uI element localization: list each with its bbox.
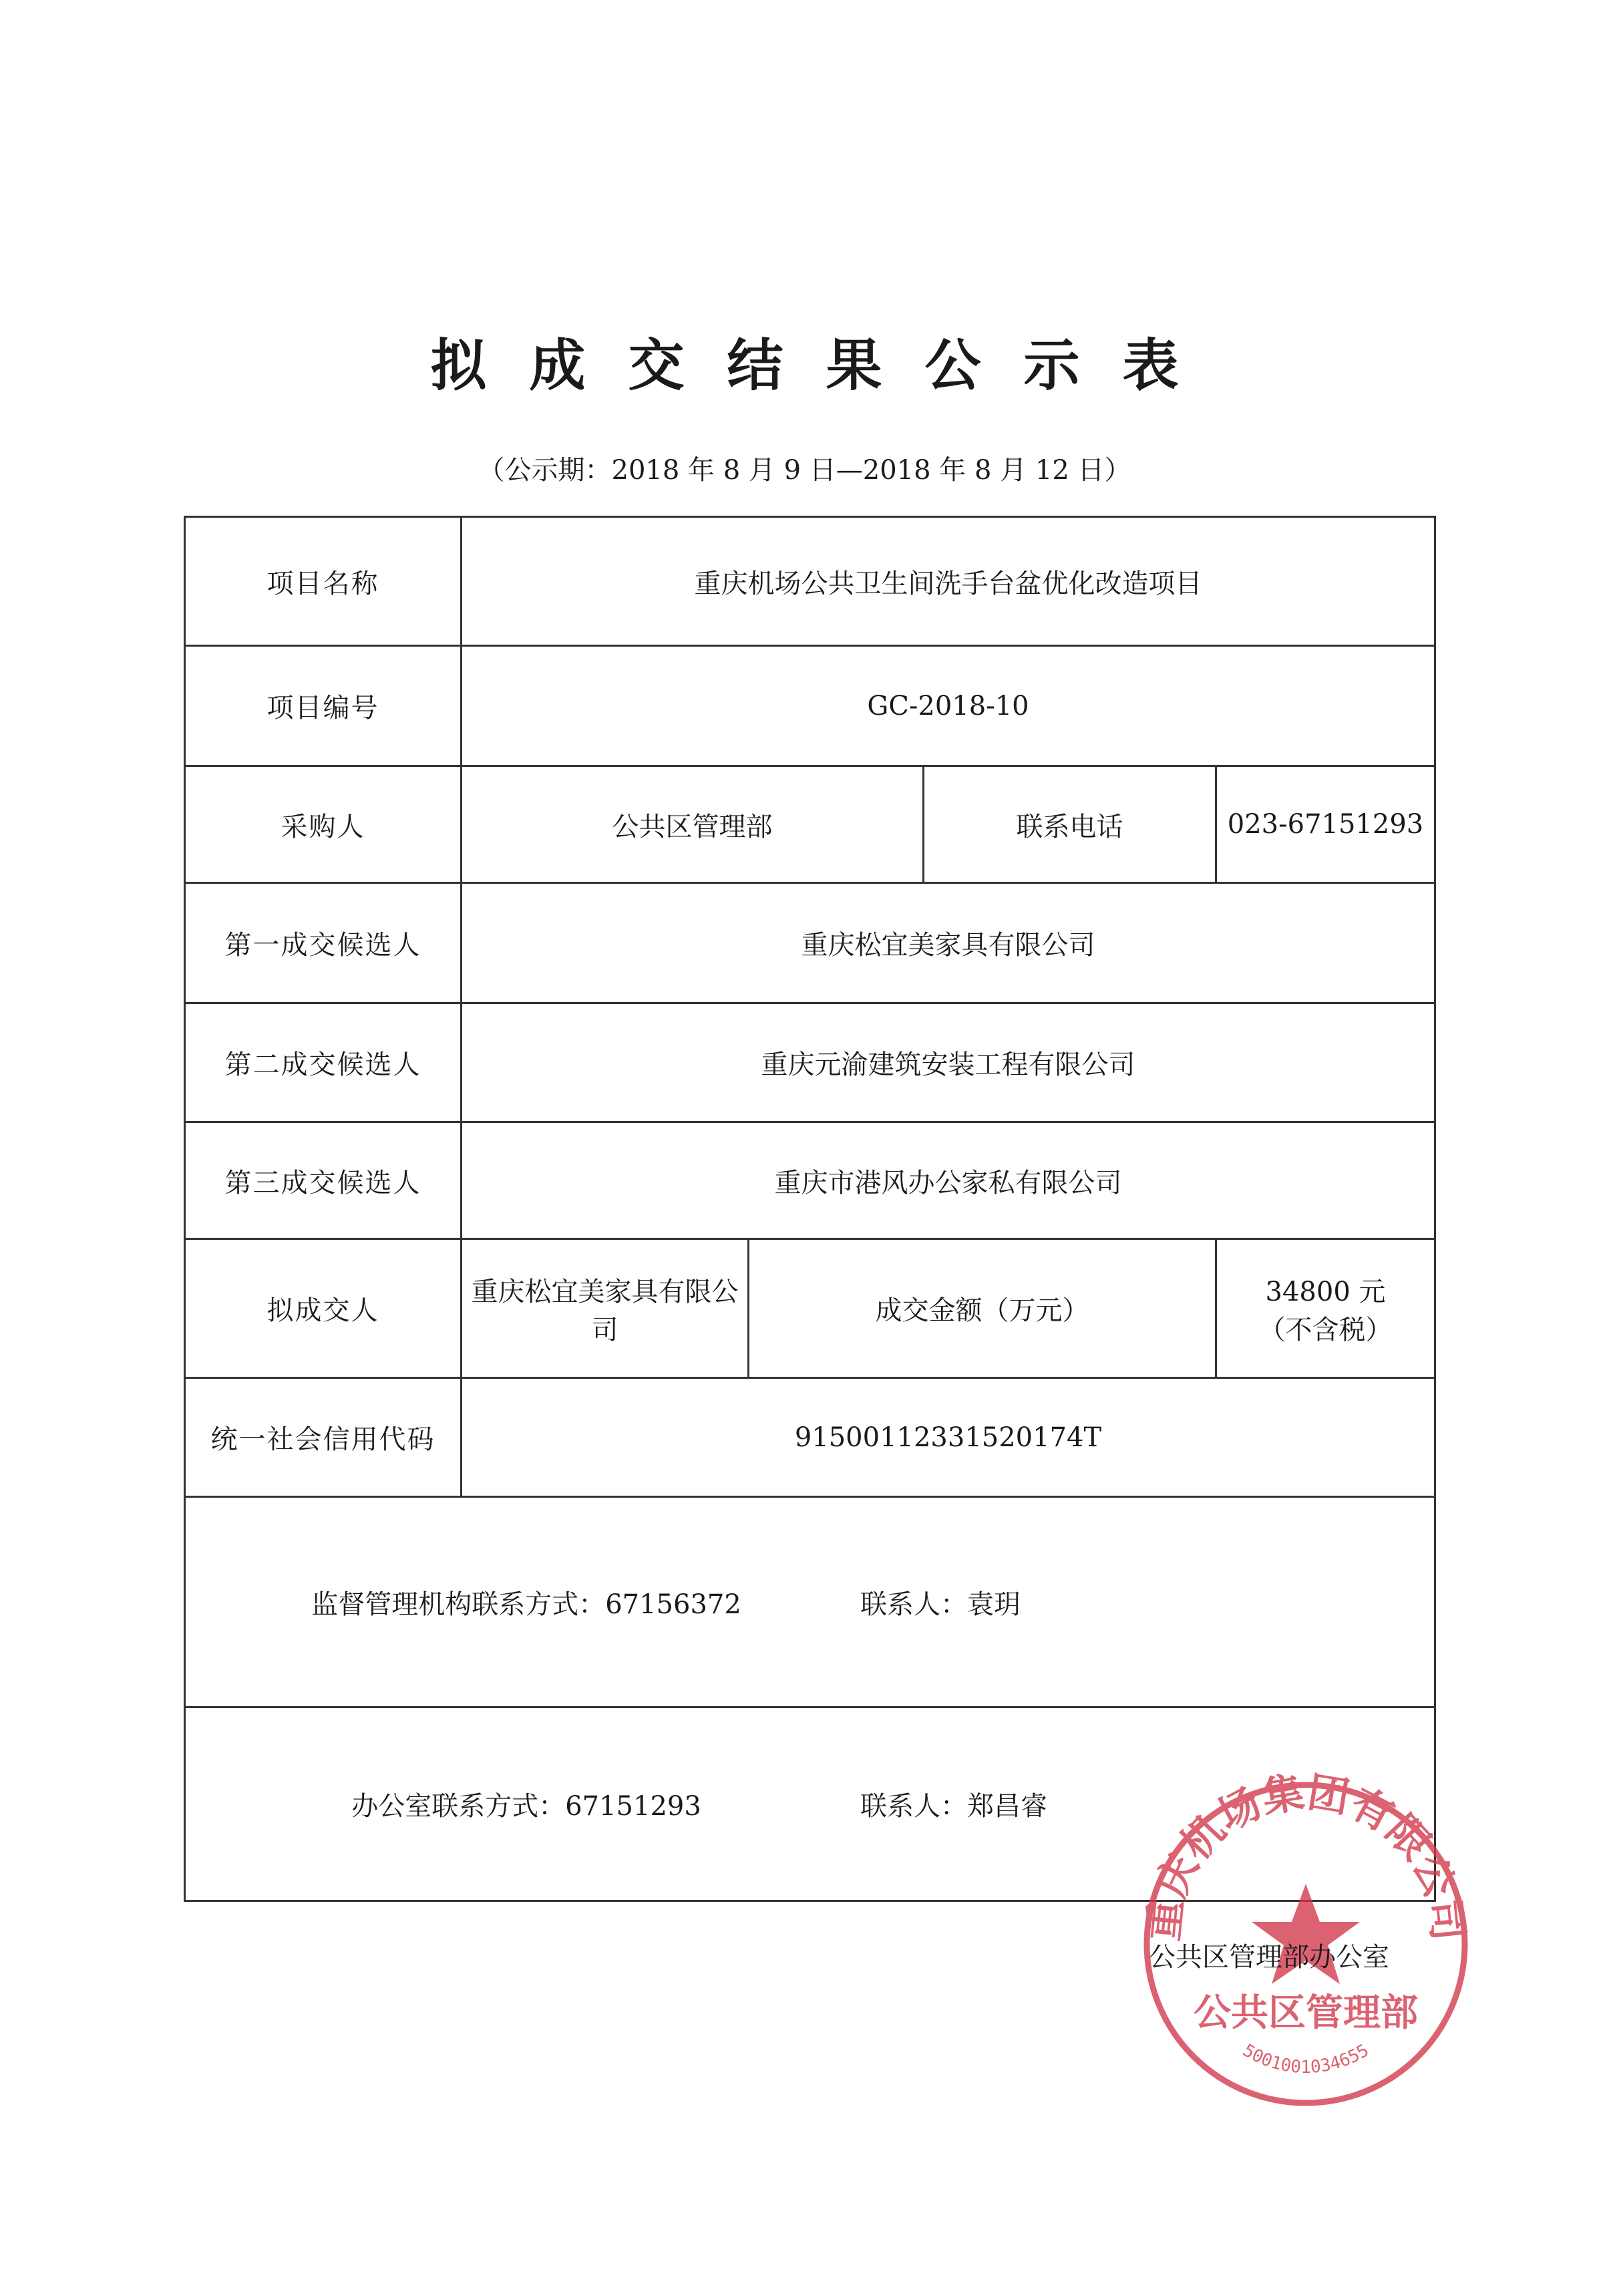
page-title: 拟成交结果公示表 <box>430 333 1222 398</box>
deal-label: 拟成交人 <box>185 1239 462 1378</box>
purchaser-label: 采购人 <box>185 766 462 883</box>
row-candidate-1 <box>185 883 1435 1003</box>
project-no-value: GC-2018-10 <box>462 646 1435 766</box>
signatory: 公共区管理部办公室 <box>1149 1942 1389 1973</box>
credit-code-label: 统一社会信用代码 <box>185 1378 462 1497</box>
row-supervision <box>185 1497 1435 1707</box>
candidate3-label: 第三成交候选人 <box>185 1122 462 1239</box>
seal-center-text: 公共区管理部 <box>1194 1991 1418 2035</box>
supervision-person: 联系人：袁玥 <box>860 1589 1021 1620</box>
seal-number: 5001001034655 <box>1239 2040 1373 2078</box>
row-project-no <box>185 646 1435 766</box>
deal-value: 重庆松宜美家具有限公司 <box>462 1239 749 1378</box>
row-candidate-2 <box>185 1003 1435 1122</box>
candidate3-value: 重庆市港风办公家私有限公司 <box>462 1122 1435 1239</box>
project-name-value: 重庆机场公共卫生间洗手台盆优化改造项目 <box>462 517 1435 646</box>
office-contact: 办公室联系方式：67151293 <box>351 1791 701 1822</box>
amount: 34800 元 <box>1265 1276 1386 1307</box>
candidate2-value: 重庆元渝建筑安装工程有限公司 <box>462 1003 1435 1122</box>
row-project-name <box>185 517 1435 646</box>
row-deal <box>185 1239 1435 1378</box>
seal-top-text: 重庆机场集团有限公司 <box>1139 1770 1473 1943</box>
row-credit-code <box>185 1378 1435 1497</box>
row-purchaser <box>185 766 1435 883</box>
office-person: 联系人：郑昌睿 <box>860 1791 1047 1822</box>
result-table <box>184 516 1436 1902</box>
project-name-label: 项目名称 <box>185 517 462 646</box>
credit-code-value: 91500112331520174T <box>462 1378 1435 1497</box>
purchaser-value: 公共区管理部 <box>462 766 924 883</box>
phone-value: 023-67151293 <box>1216 766 1435 883</box>
notice-period: （公示期：2018 年 8 月 9 日—2018 年 8 月 12 日） <box>478 455 1131 486</box>
phone-label: 联系电话 <box>924 766 1216 883</box>
candidate1-label: 第一成交候选人 <box>185 883 462 1003</box>
supervision-contact: 监督管理机构联系方式：67156372 <box>311 1589 741 1620</box>
candidate1-value: 重庆松宜美家具有限公司 <box>462 883 1435 1003</box>
row-candidate-3 <box>185 1122 1435 1239</box>
amount-value <box>1216 1239 1435 1378</box>
amount-label: 成交金额（万元） <box>749 1239 1216 1378</box>
supervision-cell <box>185 1497 1435 1707</box>
candidate2-label: 第二成交候选人 <box>185 1003 462 1122</box>
project-no-label: 项目编号 <box>185 646 462 766</box>
amount-note: （不含税） <box>1258 1314 1393 1345</box>
